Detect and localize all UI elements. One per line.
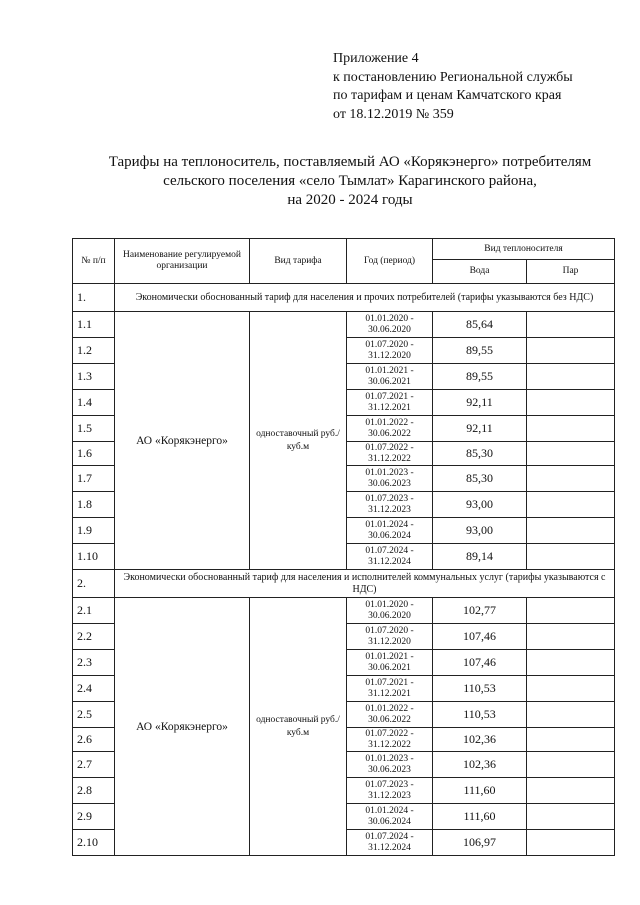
steam-value bbox=[527, 804, 615, 830]
water-value: 89,55 bbox=[433, 364, 527, 390]
table-row bbox=[73, 312, 615, 338]
table-row bbox=[73, 598, 615, 624]
header-kind: Вид тарифа bbox=[250, 239, 347, 284]
header-steam: Пар bbox=[527, 260, 615, 284]
water-value: 102,36 bbox=[433, 752, 527, 778]
section-title: Экономически обоснованный тариф для населения и прочих потребителей (тарифы указываются без НДС) bbox=[115, 284, 615, 312]
period-cell: 01.01.2024 - 30.06.2024 bbox=[347, 518, 433, 544]
row-num: 1.3 bbox=[73, 364, 115, 390]
period-cell: 01.01.2024 - 30.06.2024 bbox=[347, 804, 433, 830]
steam-value bbox=[527, 676, 615, 702]
title-line: сельского поселения «село Тымлат» Карагинского района, bbox=[163, 173, 537, 189]
water-value: 110,53 bbox=[433, 676, 527, 702]
appendix-line: Приложение 4 bbox=[333, 51, 419, 66]
tariff-kind: одноставочный руб./куб.м bbox=[250, 598, 347, 856]
water-value: 85,30 bbox=[433, 466, 527, 492]
org-name: АО «Корякэнерго» bbox=[115, 312, 250, 570]
row-num: 1.7 bbox=[73, 466, 115, 492]
tariff-kind: одноставочный руб./куб.м bbox=[250, 312, 347, 570]
steam-value bbox=[527, 598, 615, 624]
row-num: 2.1 bbox=[73, 598, 115, 624]
row-num: 1.8 bbox=[73, 492, 115, 518]
steam-value bbox=[527, 338, 615, 364]
appendix-line: по тарифам и ценам Камчатского края bbox=[333, 88, 562, 103]
row-num: 2.2 bbox=[73, 624, 115, 650]
period-cell: 01.01.2020 - 30.06.2020 bbox=[347, 312, 433, 338]
row-num: 2.6 bbox=[73, 728, 115, 752]
steam-value bbox=[527, 416, 615, 442]
appendix-line: к постановлению Региональной службы bbox=[333, 69, 573, 85]
row-num: 2.3 bbox=[73, 650, 115, 676]
header-row bbox=[73, 239, 615, 260]
period-cell: 01.07.2022 - 31.12.2022 bbox=[347, 442, 433, 466]
period-cell: 01.07.2020 - 31.12.2020 bbox=[347, 338, 433, 364]
water-value: 85,30 bbox=[433, 442, 527, 466]
period-cell: 01.01.2021 - 30.06.2021 bbox=[347, 650, 433, 676]
row-num: 2.5 bbox=[73, 702, 115, 728]
header-org: Наименование регулируемой организации bbox=[115, 239, 250, 284]
water-value: 111,60 bbox=[433, 804, 527, 830]
period-cell: 01.07.2022 - 31.12.2022 bbox=[347, 728, 433, 752]
steam-value bbox=[527, 650, 615, 676]
steam-value bbox=[527, 830, 615, 856]
steam-value bbox=[527, 778, 615, 804]
row-num: 1.6 bbox=[73, 442, 115, 466]
period-cell: 01.01.2022 - 30.06.2022 bbox=[347, 416, 433, 442]
steam-value bbox=[527, 492, 615, 518]
water-value: 89,14 bbox=[433, 544, 527, 570]
water-value: 107,46 bbox=[433, 650, 527, 676]
section-row bbox=[73, 284, 615, 312]
steam-value bbox=[527, 312, 615, 338]
section-title: Экономически обоснованный тариф для населения и исполнителей коммунальных услуг (тарифы указываются с НДС) bbox=[115, 570, 615, 598]
tariff-table bbox=[72, 238, 615, 856]
water-value: 110,53 bbox=[433, 702, 527, 728]
header-period: Год (период) bbox=[347, 239, 433, 284]
header-carrier: Вид теплоносителя bbox=[433, 239, 615, 260]
title-line: на 2020 - 2024 годы bbox=[287, 192, 413, 208]
section-row bbox=[73, 570, 615, 598]
period-cell: 01.07.2020 - 31.12.2020 bbox=[347, 624, 433, 650]
water-value: 107,46 bbox=[433, 624, 527, 650]
row-num: 2.4 bbox=[73, 676, 115, 702]
period-cell: 01.07.2024 - 31.12.2024 bbox=[347, 830, 433, 856]
steam-value bbox=[527, 544, 615, 570]
period-cell: 01.07.2021 - 31.12.2021 bbox=[347, 676, 433, 702]
section-num: 2. bbox=[73, 570, 115, 598]
period-cell: 01.01.2023 - 30.06.2023 bbox=[347, 466, 433, 492]
steam-value bbox=[527, 442, 615, 466]
water-value: 93,00 bbox=[433, 518, 527, 544]
period-cell: 01.07.2023 - 31.12.2023 bbox=[347, 778, 433, 804]
row-num: 1.10 bbox=[73, 544, 115, 570]
title-line: Тарифы на теплоноситель, поставляемый АО «Корякэнерго» потребителям bbox=[108, 154, 592, 170]
steam-value bbox=[527, 752, 615, 778]
water-value: 93,00 bbox=[433, 492, 527, 518]
water-value: 106,97 bbox=[433, 830, 527, 856]
steam-value bbox=[527, 364, 615, 390]
water-value: 102,36 bbox=[433, 728, 527, 752]
row-num: 2.8 bbox=[73, 778, 115, 804]
header-num: № п/п bbox=[73, 239, 115, 284]
row-num: 2.9 bbox=[73, 804, 115, 830]
period-cell: 01.01.2020 - 30.06.2020 bbox=[347, 598, 433, 624]
row-num: 1.9 bbox=[73, 518, 115, 544]
steam-value bbox=[527, 728, 615, 752]
header-water: Вода bbox=[433, 260, 527, 284]
period-cell: 01.01.2022 - 30.06.2022 bbox=[347, 702, 433, 728]
row-num: 2.7 bbox=[73, 752, 115, 778]
steam-value bbox=[527, 624, 615, 650]
row-num: 1.4 bbox=[73, 390, 115, 416]
row-num: 1.5 bbox=[73, 416, 115, 442]
tariff-table-body bbox=[73, 239, 615, 856]
row-num: 1.2 bbox=[73, 338, 115, 364]
period-cell: 01.07.2021 - 31.12.2021 bbox=[347, 390, 433, 416]
appendix-header bbox=[333, 50, 633, 124]
water-value: 89,55 bbox=[433, 338, 527, 364]
period-cell: 01.01.2021 - 30.06.2021 bbox=[347, 364, 433, 390]
water-value: 102,77 bbox=[433, 598, 527, 624]
water-value: 111,60 bbox=[433, 778, 527, 804]
document-title bbox=[60, 153, 640, 210]
period-cell: 01.01.2023 - 30.06.2023 bbox=[347, 752, 433, 778]
row-num: 2.10 bbox=[73, 830, 115, 856]
section-num: 1. bbox=[73, 284, 115, 312]
steam-value bbox=[527, 702, 615, 728]
org-name: АО «Корякэнерго» bbox=[115, 598, 250, 856]
steam-value bbox=[527, 390, 615, 416]
water-value: 92,11 bbox=[433, 416, 527, 442]
period-cell: 01.07.2023 - 31.12.2023 bbox=[347, 492, 433, 518]
steam-value bbox=[527, 466, 615, 492]
row-num: 1.1 bbox=[73, 312, 115, 338]
period-cell: 01.07.2024 - 31.12.2024 bbox=[347, 544, 433, 570]
water-value: 92,11 bbox=[433, 390, 527, 416]
water-value: 85,64 bbox=[433, 312, 527, 338]
steam-value bbox=[527, 518, 615, 544]
appendix-line: от 18.12.2019 № 359 bbox=[333, 106, 454, 122]
